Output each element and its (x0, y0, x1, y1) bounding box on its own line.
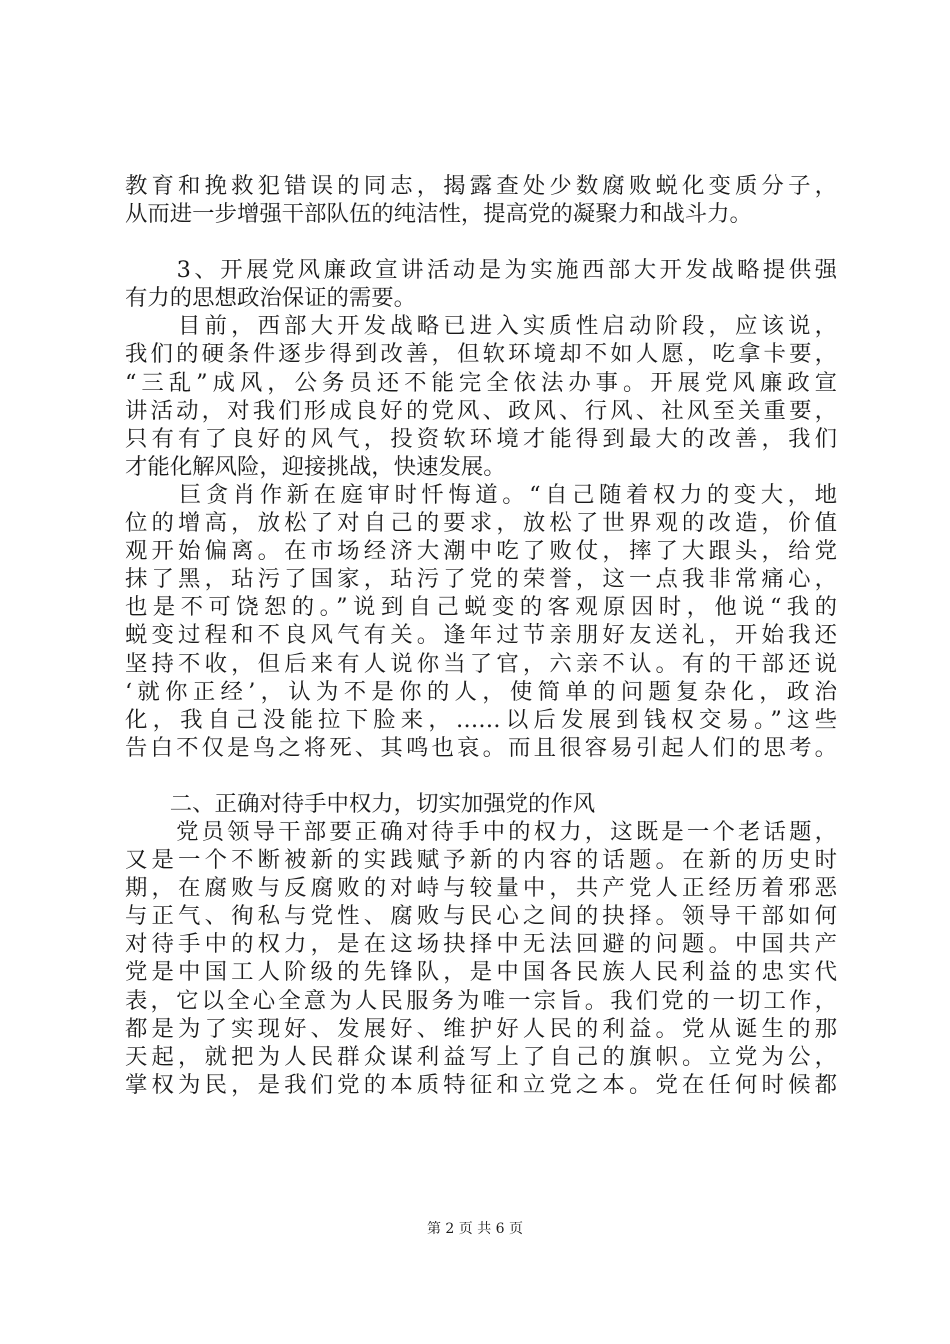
text-line: 坚持不收，但后来有人说你当了官，六亲不认。有的干部还说 (125, 650, 837, 677)
section-heading (125, 256, 837, 312)
text-line: 党员领导干部要正确对待手中的权力，这既是一个老话题， (125, 818, 837, 845)
text-line: 对待手中的权力，是在这场抉择中无法回避的问题。中国共产 (125, 931, 837, 958)
text-line: 蜕变过程和不良风气有关。逢年过节亲朋好友送礼，开始我还 (125, 622, 837, 649)
text-line: 目前，西部大开发战略已进入实质性启动阶段，应该说， (125, 313, 837, 340)
text-line: 我们的硬条件逐步得到改善，但软环境却不如人愿，吃拿卡要， (125, 341, 837, 368)
text-line: 观开始偏离。在市场经济大潮中吃了败仗，摔了大跟头，给党 (125, 538, 837, 565)
text-line: 与正气、徇私与党性、腐败与民心之间的抉择。领导干部如何 (125, 903, 837, 930)
text-line: 教育和挽救犯错误的同志，揭露查处少数腐败蜕化变质分子， (125, 173, 837, 199)
paragraph (125, 818, 837, 1099)
text-line: 抹了黑，玷污了国家，玷污了党的荣誉，这一点我非常痛心， (125, 566, 837, 593)
section-heading (125, 790, 837, 818)
text-line: ‘就你正经’，认为不是你的人，使简单的问题复杂化，政治 (125, 678, 837, 705)
document-body (125, 172, 837, 1099)
text-line: 都是为了实现好、发展好、维护好人民的利益。党从诞生的那 (125, 1015, 837, 1042)
paragraph (125, 312, 837, 481)
text-line: 二、正确对待手中权力，切实加强党的作风 (125, 790, 596, 817)
paragraph (125, 481, 837, 762)
text-line: 党是中国工人阶级的先锋队，是中国各民族人民利益的忠实代 (125, 959, 837, 986)
paragraph (125, 172, 837, 228)
text-line: 也是不可饶恕的。”说到自己蜕变的客观原因时，他说“我的 (125, 594, 837, 621)
paragraph-gap (125, 228, 837, 256)
text-line: “三乱”成风，公务员还不能完全依法办事。开展党风廉政宣 (125, 369, 837, 396)
text-line: 天起，就把为人民群众谋利益写上了自己的旗帜。立党为公， (125, 1043, 837, 1070)
text-line: 化，我自己没能拉下脸来，……以后发展到钱权交易。”这些 (125, 706, 837, 733)
text-line: 讲活动，对我们形成良好的党风、政风、行风、社风至关重要， (125, 397, 837, 424)
text-line: 期，在腐败与反腐败的对峙与较量中，共产党人正经历着邪恶 (125, 875, 837, 902)
text-line: 表，它以全心全意为人民服务为唯一宗旨。我们党的一切工作， (125, 987, 837, 1014)
paragraph-gap (125, 762, 837, 790)
text-line: 告白不仅是鸟之将死、其鸣也哀。而且很容易引起人们的思考。 (125, 734, 837, 761)
page-footer (0, 1218, 950, 1238)
text-line: 只有有了良好的风气，投资软环境才能得到最大的改善，我们 (125, 425, 837, 452)
text-line: 才能化解风险，迎接挑战，快速发展。 (125, 453, 506, 480)
page-number: 第 2 页 共 6 页 (426, 1221, 524, 1237)
text-line: 又是一个不断被新的实践赋予新的内容的话题。在新的历史时 (125, 847, 837, 874)
text-line: 有力的思想政治保证的需要。 (125, 285, 417, 312)
text-line: 位的增高，放松了对自己的要求，放松了世界观的改造，价值 (125, 510, 837, 537)
text-line: 从而进一步增强干部队伍的纯洁性，提高党的凝聚力和战斗力。 (125, 201, 752, 228)
text-line: 3、开展党风廉政宣讲活动是为实施西部大开发战略提供强 (125, 257, 837, 284)
text-line: 掌权为民，是我们党的本质特征和立党之本。党在任何时候都 (125, 1071, 837, 1098)
text-line: 巨贪肖作新在庭审时忏悔道。“自己随着权力的变大，地 (125, 481, 837, 508)
